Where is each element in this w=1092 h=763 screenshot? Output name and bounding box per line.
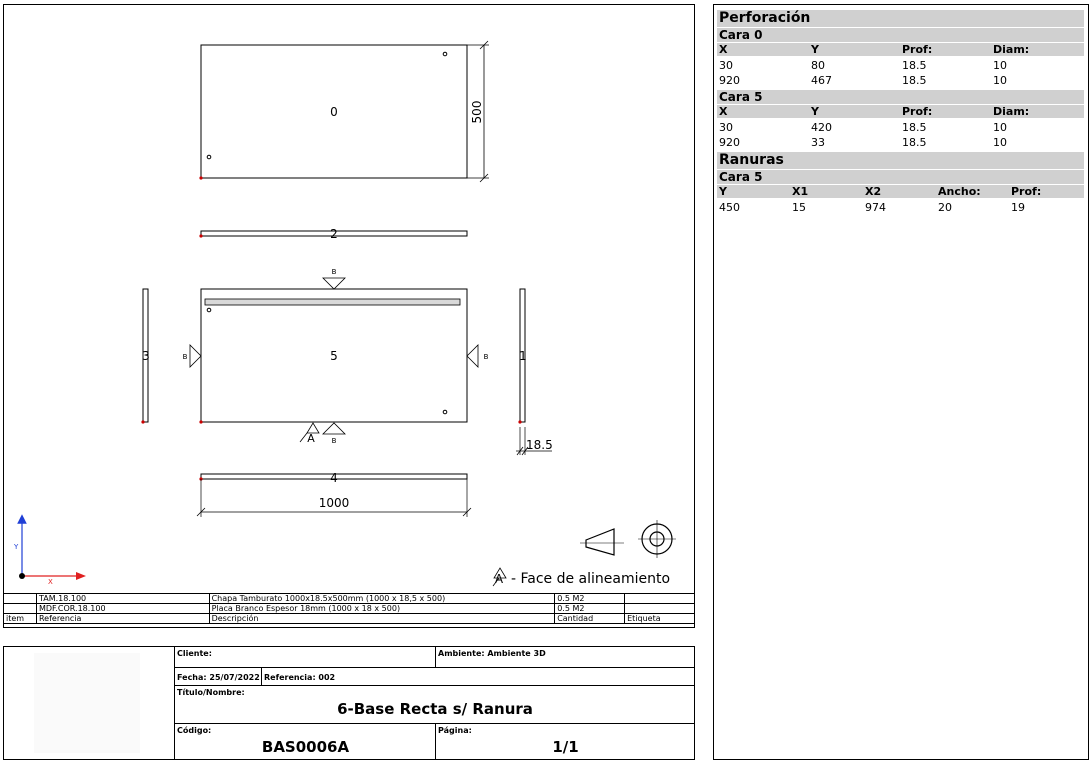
cell: 18.5 [902, 59, 927, 72]
ambiente-label: Ambiente: Ambiente 3D [438, 649, 546, 658]
cell: 20 [938, 201, 952, 214]
cell: 920 [719, 74, 740, 87]
parts-header-label: Etiqueta [625, 614, 695, 624]
parts-list [3, 593, 695, 624]
col-x1: X1 [792, 185, 809, 198]
dim-thickness-label: 18.5 [526, 438, 553, 452]
section-b-bottom-marker [323, 423, 345, 434]
face-0-label: 0 [330, 105, 338, 119]
codigo-cell [174, 723, 435, 759]
titulo-value: 6-Base Recta s/ Ranura [337, 700, 533, 718]
parts-quantity: 0.5 M2 [555, 604, 625, 614]
pagina-cell [435, 723, 694, 759]
marker-b-left: B [182, 353, 188, 361]
drawing-panel [3, 4, 695, 628]
perforacion-cara-5-header [717, 105, 1084, 118]
cell: 10 [993, 74, 1007, 87]
face-5-label: 5 [330, 349, 338, 363]
fecha-label: Fecha: 25/07/2022 [177, 673, 260, 682]
parts-description: Placa Branco Espesor 18mm (1000 x 18 x 500) [209, 604, 555, 614]
face-1-label: 1 [519, 349, 527, 363]
table-row [717, 59, 1084, 74]
parts-item [4, 594, 37, 604]
titulo-cell [174, 685, 694, 723]
pagina-label: Página: [438, 726, 472, 735]
perforacion-cara-0-label: Cara 0 [717, 28, 1084, 42]
perforacion-title: Perforación [717, 10, 1084, 27]
referencia-cell [261, 667, 694, 685]
y-axis-label: Y [14, 543, 19, 551]
col-x2: X2 [865, 185, 882, 198]
marker-b-bottom: B [331, 437, 337, 445]
parts-header-description: Descripción [209, 614, 555, 624]
face-3-label: 3 [142, 349, 150, 363]
perforacion-cara-5-label: Cara 5 [717, 90, 1084, 104]
origin-dot [199, 176, 202, 179]
parts-reference: TAM.18.100 [36, 594, 209, 604]
face-4-label: 4 [330, 471, 338, 485]
ambiente-cell [435, 647, 694, 667]
parts-label [625, 604, 695, 614]
cell: 15 [792, 201, 806, 214]
cell: 18.5 [902, 136, 927, 149]
title-block [3, 646, 695, 760]
parts-header-quantity: Cantidad [555, 614, 625, 624]
technical-drawing [4, 5, 696, 629]
parts-header-reference: Referencia [36, 614, 209, 624]
parts-header-row [4, 614, 695, 624]
drill-hole [443, 410, 447, 414]
parts-row [4, 604, 695, 614]
referencia-label: Referencia: 002 [264, 673, 336, 682]
table-row [717, 201, 1084, 216]
marker-a: A [307, 432, 315, 445]
origin-icon [19, 573, 25, 579]
ranuras-cara-label: Cara 5 [717, 170, 1084, 184]
section-b-left-marker [190, 345, 201, 367]
parts-reference: MDF.COR.18.100 [36, 604, 209, 614]
drill-hole [207, 308, 211, 312]
parts-description: Chapa Tamburato 1000x18.5x500mm (1000 x 18,5 x 500) [209, 594, 555, 604]
cell: 18.5 [902, 74, 927, 87]
perforacion-cara-0-header [717, 43, 1084, 56]
groove [205, 299, 460, 305]
cell: 33 [811, 136, 825, 149]
pagina-value: 1/1 [552, 738, 579, 756]
cell: 10 [993, 59, 1007, 72]
fecha-cell [174, 667, 261, 685]
col-y: Y [811, 43, 819, 56]
cell: 30 [719, 121, 733, 134]
codigo-value: BAS0006A [261, 738, 350, 756]
cell: 450 [719, 201, 740, 214]
logo-area [34, 653, 140, 753]
parts-item [4, 604, 37, 614]
cell: 30 [719, 59, 733, 72]
parts-label [625, 594, 695, 604]
ranuras-header [717, 185, 1084, 198]
codigo-label: Código: [177, 726, 212, 735]
col-diam: Diam: [993, 105, 1030, 118]
marker-b-right: B [483, 353, 489, 361]
alignment-note-text: - Face de alineamiento [511, 571, 671, 587]
parts-header-item: item [4, 614, 37, 624]
cell: 80 [811, 59, 825, 72]
cell: 19 [1011, 201, 1025, 214]
cell: 10 [993, 136, 1007, 149]
table-row [717, 74, 1084, 89]
table-row [717, 136, 1084, 151]
col-x: X [719, 105, 728, 118]
cell: 920 [719, 136, 740, 149]
col-y: Y [811, 105, 819, 118]
cliente-label: Cliente: [177, 649, 212, 658]
table-row [717, 121, 1084, 136]
col-prof: Prof: [902, 43, 933, 56]
cell: 10 [993, 121, 1007, 134]
section-b-right-marker [467, 345, 478, 367]
section-b-top-marker [323, 278, 345, 289]
cell: 974 [865, 201, 886, 214]
parts-quantity: 0.5 M2 [555, 594, 625, 604]
x-axis-label: X [48, 578, 53, 586]
titulo-label: Título/Nombre: [177, 688, 245, 697]
col-ancho: Ancho: [938, 185, 981, 198]
projection-symbol-icon [580, 520, 676, 558]
col-x: X [719, 43, 728, 56]
dim-height-label: 500 [470, 100, 484, 124]
cell: 467 [811, 74, 832, 87]
cliente-cell [174, 647, 435, 667]
drill-hole [443, 52, 447, 56]
col-diam: Diam: [993, 43, 1030, 56]
drill-hole [207, 155, 211, 159]
col-y: Y [719, 185, 727, 198]
ranuras-title: Ranuras [717, 152, 1084, 169]
face-2-label: 2 [330, 227, 338, 241]
col-prof: Prof: [1011, 185, 1042, 198]
cell: 420 [811, 121, 832, 134]
parts-row [4, 594, 695, 604]
cell: 18.5 [902, 121, 927, 134]
alignment-note-marker: A [494, 572, 504, 586]
marker-b-top: B [331, 268, 337, 276]
col-prof: Prof: [902, 105, 933, 118]
machining-panel [713, 4, 1089, 760]
dim-width-label: 1000 [318, 496, 350, 510]
